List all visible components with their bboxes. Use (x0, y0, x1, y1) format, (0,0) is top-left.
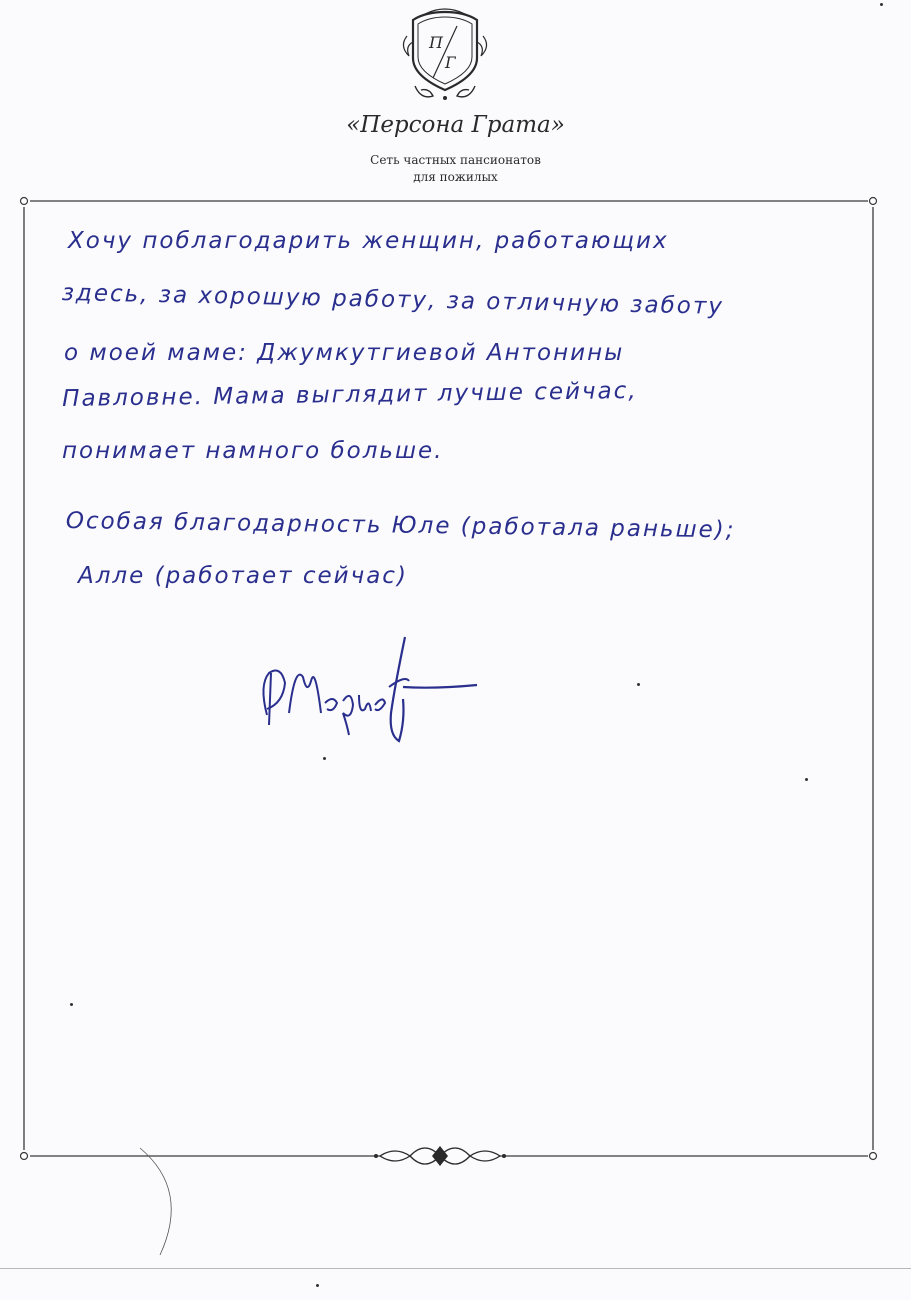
letter-line-4: Павловне. Мама выглядит лучше сейчас, (62, 377, 638, 412)
letter-line-1: Хочу поблагодарить женщин, работающих (68, 228, 669, 254)
signature (255, 625, 485, 755)
logo-crest (385, 6, 505, 106)
speck (70, 1003, 73, 1006)
brand-name: «Персона Грата» (346, 112, 565, 138)
scan-edge (0, 1268, 911, 1269)
speck (880, 3, 883, 6)
letter-line-3: о моей маме: Джумкутгиевой Антонины (64, 340, 625, 366)
letter-line-6: Особая благодарность Юле (работала раньше); (65, 508, 736, 544)
letter-line-5: понимает намного больше. (62, 438, 444, 464)
monogram-left: П (429, 33, 443, 52)
letter-line-2: здесь, за хорошую работу, за отличную заботу (61, 280, 725, 320)
monogram-right: Г (445, 53, 456, 72)
letter-line-7: Алле (работает сейчас) (78, 563, 408, 589)
speck (323, 757, 326, 760)
brand-subtitle-line-1: Сеть частных пансионатов (370, 153, 541, 167)
speck (637, 683, 640, 686)
brand-subtitle-line-2: для пожилых (413, 170, 498, 184)
speck (316, 1284, 319, 1287)
brand-subtitle (0, 152, 911, 186)
speck (805, 778, 808, 781)
bottom-ornament (374, 1146, 506, 1166)
